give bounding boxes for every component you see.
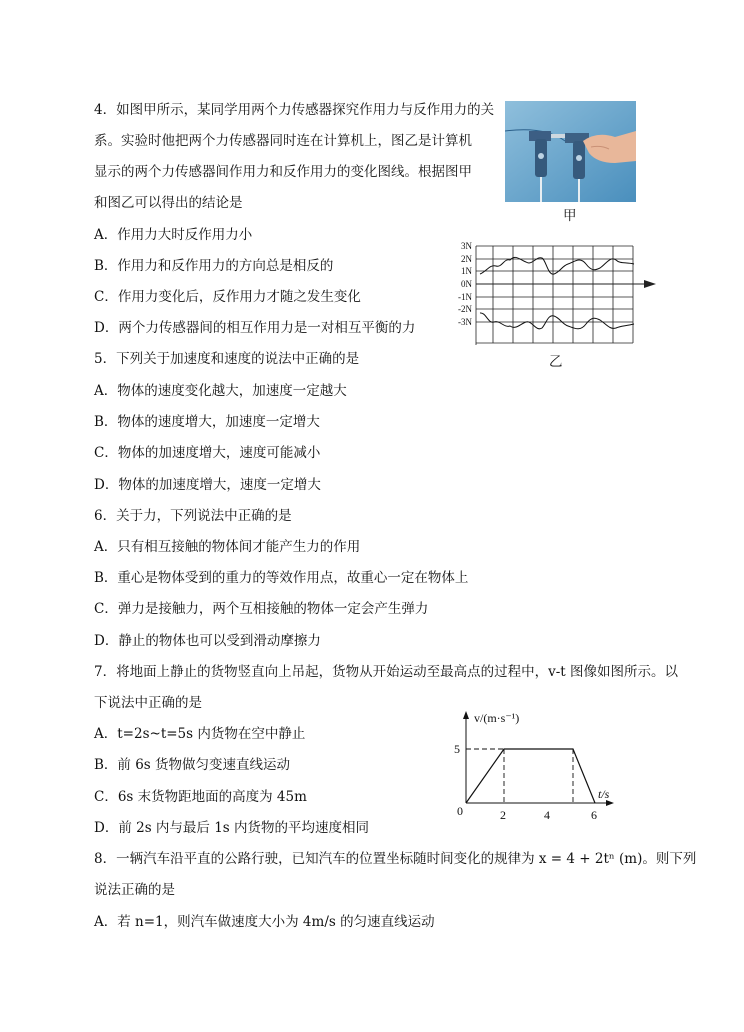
q7-stem-line-1: 7．将地面上静止的货物竖直向上吊起，货物从开始运动至最高点的过程中，v-t 图像如图所示。以 [94, 664, 678, 680]
origin-label: 0 [457, 804, 463, 818]
tick-label: -1N [458, 292, 472, 302]
force-time-graph [448, 240, 662, 352]
q4-stem-line-1: 4．如图甲所示，某同学用两个力传感器探究作用力与反作用力的关 [94, 102, 495, 118]
tick-label: 1N [461, 266, 472, 276]
q7-option-c: C．6s 末货物距地面的高度为 45m [94, 789, 307, 805]
q5-option-b: B．物体的速度增大，加速度一定增大 [94, 414, 320, 430]
x-tick-label: 2 [500, 808, 506, 822]
velocity-line [466, 749, 595, 803]
q6-option-d: D．静止的物体也可以受到滑动摩擦力 [94, 633, 321, 649]
q4-option-a: A．作用力大时反作用力小 [94, 227, 253, 243]
lower-force-curve [480, 313, 634, 329]
q5-option-a: A．物体的速度变化越大，加速度一定越大 [94, 383, 347, 399]
q8-option-a: A．若 n=1，则汽车做速度大小为 4m/s 的匀速直线运动 [94, 914, 435, 930]
upper-force-curve [480, 257, 634, 274]
q4-stem-line-3: 显示的两个力传感器间作用力和反作用力的变化图线。根据图甲 [94, 164, 472, 180]
q7-option-a: A．t=2s~t=5s 内货物在空中静止 [94, 726, 306, 742]
tick-label: 2N [461, 254, 472, 264]
x-tick-label: 4 [544, 808, 550, 822]
q8-stem-line-1: 8．一辆汽车沿平直的公路行驶，已知汽车的位置坐标随时间变化的规律为 x = 4 + 2tⁿ (m)。则下列 [94, 851, 697, 867]
q6-option-a: A．只有相互接触的物体间才能产生力的作用 [94, 539, 361, 555]
q4-option-c: C．作用力变化后，反作用力才随之发生变化 [94, 289, 361, 305]
sensor-photo [505, 101, 636, 202]
q8-stem-line-2: 说法正确的是 [94, 882, 175, 898]
q6-stem: 6．关于力，下列说法中正确的是 [94, 508, 292, 524]
q6-option-b: B．重心是物体受到的重力的等效作用点，故重心一定在物体上 [94, 570, 469, 586]
tick-label: 0N [461, 279, 472, 289]
q7-stem-line-2: 下说法中正确的是 [94, 695, 202, 711]
x-axis-label: t/s [598, 787, 610, 801]
q4-option-b: B．作用力和反作用力的方向总是相反的 [94, 258, 334, 274]
tick-label: -2N [458, 304, 472, 314]
q4-stem-line-4: 和图乙可以得出的结论是 [94, 195, 243, 211]
velocity-time-graph [448, 705, 618, 823]
photo-caption: 甲 [563, 208, 577, 224]
tick-label: 3N [461, 241, 472, 251]
q4-stem-line-2: 系。实验时他把两个力传感器同时连在计算机上，图乙是计算机 [94, 133, 472, 149]
q5-option-d: D．物体的加速度增大，速度一定增大 [94, 477, 321, 493]
y-tick-label: 5 [454, 742, 460, 756]
q6-option-c: C．弹力是接触力，两个互相接触的物体一定会产生弹力 [94, 601, 429, 617]
q5-option-c: C．物体的加速度增大，速度可能减小 [94, 445, 321, 461]
q4-option-d: D．两个力传感器间的相互作用力是一对相互平衡的力 [94, 320, 416, 336]
q5-stem: 5．下列关于加速度和速度的说法中正确的是 [94, 351, 360, 367]
q7-option-d: D．前 2s 内与最后 1s 内货物的平均速度相同 [94, 820, 370, 836]
graph-caption: 乙 [549, 354, 563, 370]
y-axis-label: v/(m·s⁻¹) [474, 711, 520, 725]
tick-label: -3N [458, 317, 472, 327]
q7-option-b: B．前 6s 货物做匀变速直线运动 [94, 757, 291, 773]
x-tick-label: 6 [591, 808, 597, 822]
